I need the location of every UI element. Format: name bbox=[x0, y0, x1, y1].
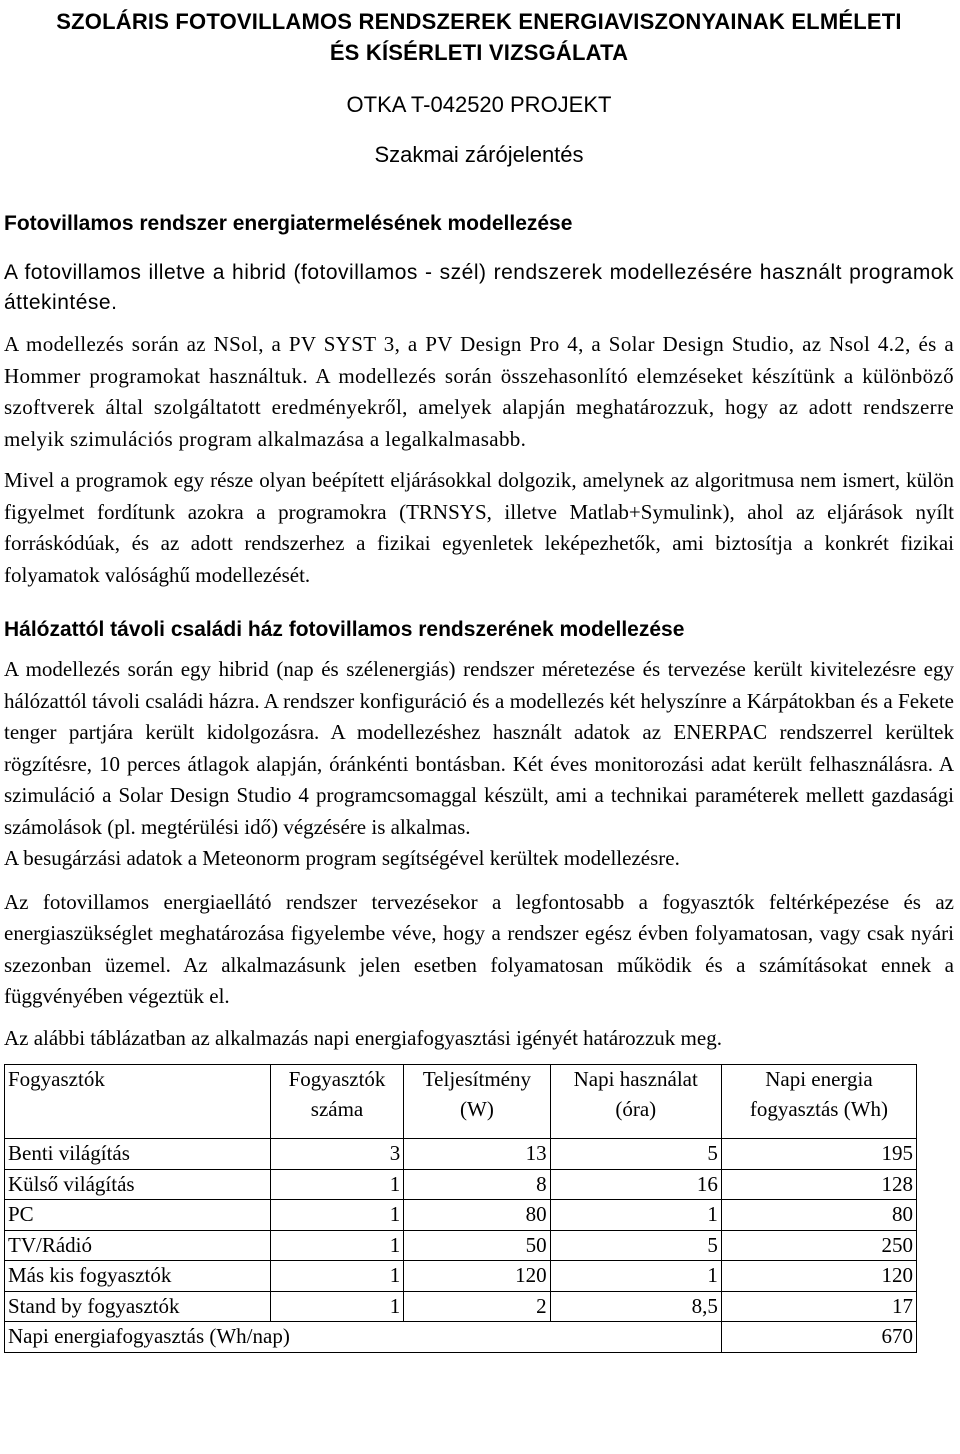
cell-power: 13 bbox=[404, 1139, 550, 1170]
paragraph-hybrid-system: A modellezés során egy hibrid (nap és szélenergiás) rendszer méretezése és tervezése került kivitelezésre egy hálózattól távoli családi házra. A rendszer konfiguráció és a modellezés két helyszínre a Kárpátokban és a Fekete tenger partjára került kidolgozásra. A modellezéshez használt adatok az ENERPAC rendszerrel kerültek rögzítésre, 10 perces átlagok alapján, óránkénti bontásban. Két éves monitorozási adat került felhasználásra. A szimuláció a Solar Design Studio 4 programcsomaggal készült, ami a technikai paraméterek mellett gazdasági számolások (pl. megtérülési idő) végzésére is alkalmas. bbox=[4, 657, 954, 839]
cell-usage: 8,5 bbox=[550, 1291, 721, 1322]
cell-usage: 16 bbox=[550, 1169, 721, 1200]
cell-power: 2 bbox=[404, 1291, 550, 1322]
paragraph-consumers: Az fotovillamos energiaellátó rendszer tervezésekor a legfontosabb a fogyasztók feltérképezése és az energiaszükséglet meghatározása figyelembe véve, hogy a rendszer egész évben folyamatosan, vagy csak nyári szezonban üzemel. Az alkalmazásunk jelen esetben folyamatosan működik és a számításokat ennek a függvényében végeztük el. bbox=[4, 889, 954, 1008]
paragraph-irradiation: A besugárzási adatok a Meteonorm program segítségével kerültek modellezésre. bbox=[4, 846, 680, 870]
cell-usage: 1 bbox=[550, 1261, 721, 1292]
cell-usage: 1 bbox=[550, 1200, 721, 1231]
table-header-row bbox=[5, 1065, 917, 1139]
paragraph-table-intro: Az alábbi táblázatban az alkalmazás napi energiafogyasztási igényét határozzuk meg. bbox=[4, 1025, 722, 1050]
cell-consumer: Külső világítás bbox=[5, 1169, 271, 1200]
table-row bbox=[5, 1169, 917, 1200]
table-row bbox=[5, 1200, 917, 1231]
column-header-daily-energy: Napi energia fogyasztás (Wh) bbox=[721, 1065, 916, 1139]
cell-energy: 17 bbox=[721, 1291, 916, 1322]
cell-energy: 80 bbox=[721, 1200, 916, 1231]
column-header-daily-usage: Napi használat (óra) bbox=[550, 1065, 721, 1139]
column-header-power: Teljesítmény (W) bbox=[404, 1065, 550, 1139]
cell-energy: 128 bbox=[721, 1169, 916, 1200]
cell-power: 120 bbox=[404, 1261, 550, 1292]
cell-consumer: Benti világítás bbox=[5, 1139, 271, 1170]
section-heading-modelling: Fotovillamos rendszer energiatermelésének modellezése bbox=[4, 212, 573, 235]
column-header-count: Fogyasztók száma bbox=[270, 1065, 403, 1139]
cell-usage: 5 bbox=[550, 1139, 721, 1170]
paragraph-algorithms: Mivel a programok egy része olyan beépített eljárásokkal dolgozik, amelynek az algoritmusa nem ismert, külön figyelmet fordítunk azokra a programokra (TRNSYS, illetve Matlab+Symulink), ahol az eljárások nyílt forráskódúak, és az adott rendszerhez a fizikai egyenletek leképezhetők, ami biztosítja a konkrét fizikai folyamatok valósághű modellezését. bbox=[4, 468, 954, 587]
table-row bbox=[5, 1261, 917, 1292]
cell-consumer: Stand by fogyasztók bbox=[5, 1291, 271, 1322]
cell-consumer: Más kis fogyasztók bbox=[5, 1261, 271, 1292]
project-id: OTKA T-042520 PROJEKT bbox=[346, 92, 612, 117]
report-subtitle: Szakmai zárójelentés bbox=[374, 142, 584, 167]
cell-energy: 120 bbox=[721, 1261, 916, 1292]
cell-count: 3 bbox=[270, 1139, 403, 1170]
energy-consumption-table bbox=[4, 1064, 917, 1353]
cell-energy: 250 bbox=[721, 1230, 916, 1261]
cell-usage: 5 bbox=[550, 1230, 721, 1261]
column-header-consumers: Fogyasztók bbox=[5, 1065, 271, 1139]
cell-count: 1 bbox=[270, 1200, 403, 1231]
document-title-line2: ÉS KÍSÉRLETI VIZSGÁLATA bbox=[329, 40, 629, 65]
cell-consumer: PC bbox=[5, 1200, 271, 1231]
table-total-row bbox=[5, 1322, 917, 1353]
total-label: Napi energiafogyasztás (Wh/nap) bbox=[5, 1322, 722, 1353]
table-row bbox=[5, 1139, 917, 1170]
section-heading-offgrid-house: Hálózattól távoli családi ház fotovillamos rendszerének modellezése bbox=[4, 618, 685, 641]
total-value: 670 bbox=[721, 1322, 916, 1353]
cell-energy: 195 bbox=[721, 1139, 916, 1170]
paragraph-programs-used: A modellezés során az NSol, a PV SYST 3, a PV Design Pro 4, a Solar Design Studio, az Nsol 4.2, és a Hommer programokat használtuk. A modellezés során összehasonlító elemzéseket készítünk a különböző szoftverek által szolgáltatott eredményekről, amelyek alapján meghatározzuk, hogy az adott rendszerre melyik szimulációs program alkalmazása a legalkalmasabb. bbox=[4, 332, 954, 451]
cell-power: 50 bbox=[404, 1230, 550, 1261]
cell-power: 80 bbox=[404, 1200, 550, 1231]
cell-consumer: TV/Rádió bbox=[5, 1230, 271, 1261]
cell-count: 1 bbox=[270, 1169, 403, 1200]
cell-count: 1 bbox=[270, 1291, 403, 1322]
cell-power: 8 bbox=[404, 1169, 550, 1200]
document-title-line1: SZOLÁRIS FOTOVILLAMOS RENDSZEREK ENERGIAVISZONYAINAK ELMÉLETI bbox=[56, 9, 902, 34]
cell-count: 1 bbox=[270, 1261, 403, 1292]
table-row bbox=[5, 1291, 917, 1322]
paragraph-program-overview: A fotovillamos illetve a hibrid (fotovillamos - szél) rendszerek modellezésére használt programok áttekintése. bbox=[4, 261, 954, 314]
cell-count: 1 bbox=[270, 1230, 403, 1261]
table-row bbox=[5, 1230, 917, 1261]
